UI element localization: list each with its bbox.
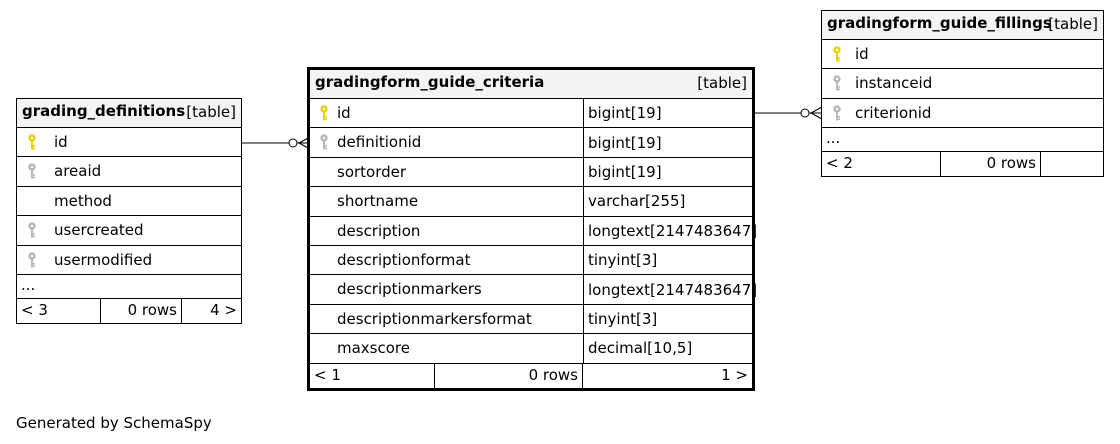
foreign-key-icon	[319, 134, 329, 152]
footer-rows: 0 rows	[941, 152, 1041, 176]
column-type: longtext[2147483647]	[583, 217, 752, 245]
column-name: maxscore	[337, 339, 410, 358]
column-list	[310, 99, 758, 364]
table-footer	[310, 364, 752, 388]
column-row-method[interactable]	[17, 187, 241, 216]
table-header	[822, 11, 1103, 40]
table-footer	[822, 152, 1103, 176]
column-type: bigint[19]	[583, 99, 752, 127]
column-row-shortname[interactable]	[310, 187, 752, 216]
table-gradingform-guide-fillings[interactable]	[821, 10, 1104, 177]
more-columns: ...	[17, 275, 241, 299]
column-row-description[interactable]	[310, 217, 758, 246]
relation-definitions-criteria	[242, 137, 310, 149]
table-gradingform-guide-criteria[interactable]	[307, 67, 758, 391]
column-type: decimal[10,5]	[583, 334, 752, 362]
table-header	[310, 70, 752, 99]
foreign-key-icon	[27, 252, 37, 270]
column-name: instanceid	[855, 74, 933, 93]
column-name: definitionid	[337, 133, 422, 152]
table-kind: [table]	[1048, 15, 1098, 33]
foreign-key-icon	[832, 75, 842, 93]
column-name: description	[337, 221, 421, 240]
footer-parents: < 3	[17, 299, 101, 323]
column-row-id[interactable]	[17, 128, 241, 157]
column-row-descriptionmarkersformat[interactable]	[310, 305, 752, 334]
column-row-sortorder[interactable]	[310, 158, 752, 187]
column-row-instanceid[interactable]	[822, 69, 1103, 98]
footer-parents: < 1	[310, 364, 435, 388]
table-header	[17, 99, 241, 128]
primary-key-icon	[832, 46, 842, 64]
column-row-definitionid[interactable]	[310, 128, 752, 157]
column-row-id[interactable]	[310, 99, 752, 128]
column-row-criterionid[interactable]	[822, 99, 1103, 128]
generator-credit: Generated by SchemaSpy	[16, 414, 212, 432]
table-name: grading_definitions	[22, 102, 186, 120]
column-row-descriptionmarkers[interactable]	[310, 275, 758, 304]
table-kind: [table]	[186, 103, 236, 121]
column-row-areaid[interactable]	[17, 157, 241, 186]
column-row-descriptionformat[interactable]	[310, 246, 752, 275]
foreign-key-icon	[27, 163, 37, 181]
footer-children: 1 >	[721, 365, 748, 384]
column-name: descriptionmarkersformat	[337, 309, 532, 328]
column-type: bigint[19]	[583, 158, 752, 186]
column-row-id[interactable]	[822, 40, 1103, 69]
footer-rows: 0 rows	[101, 299, 182, 323]
foreign-key-icon	[27, 222, 37, 240]
column-name: descriptionformat	[337, 250, 471, 269]
footer-parents: < 2	[822, 152, 941, 176]
column-name: id	[337, 104, 351, 122]
column-row-usercreated[interactable]	[17, 216, 241, 245]
column-name: usercreated	[54, 221, 144, 240]
primary-key-icon	[27, 134, 37, 152]
relation-criteria-fillings	[755, 107, 822, 119]
column-list	[17, 128, 241, 275]
column-name: method	[54, 191, 112, 210]
footer-children	[1041, 152, 1103, 176]
table-kind: [table]	[697, 74, 747, 92]
footer-children: 4 >	[210, 300, 237, 319]
table-footer	[17, 299, 241, 323]
column-name: shortname	[337, 192, 419, 211]
column-name: id	[54, 133, 68, 151]
column-list	[822, 40, 1103, 128]
column-type: longtext[2147483647]	[583, 275, 752, 303]
table-name: gradingform_guide_fillings	[827, 14, 1052, 32]
table-name: gradingform_guide_criteria	[315, 73, 545, 91]
footer-rows: 0 rows	[435, 364, 583, 388]
column-row-maxscore[interactable]	[310, 334, 752, 363]
column-type: bigint[19]	[583, 128, 752, 156]
column-type: varchar[255]	[583, 187, 752, 215]
column-type: tinyint[3]	[583, 305, 752, 333]
column-type: tinyint[3]	[583, 246, 752, 274]
column-name: areaid	[54, 162, 102, 181]
foreign-key-icon	[832, 105, 842, 123]
column-name: usermodified	[54, 250, 153, 269]
column-name: sortorder	[337, 162, 407, 181]
table-grading-definitions[interactable]	[16, 98, 242, 324]
column-name: criterionid	[855, 103, 932, 122]
primary-key-icon	[319, 105, 329, 123]
more-columns: ...	[822, 128, 1103, 152]
column-row-usermodified[interactable]	[17, 246, 241, 275]
column-name: id	[855, 45, 869, 63]
column-name: descriptionmarkers	[337, 280, 482, 299]
